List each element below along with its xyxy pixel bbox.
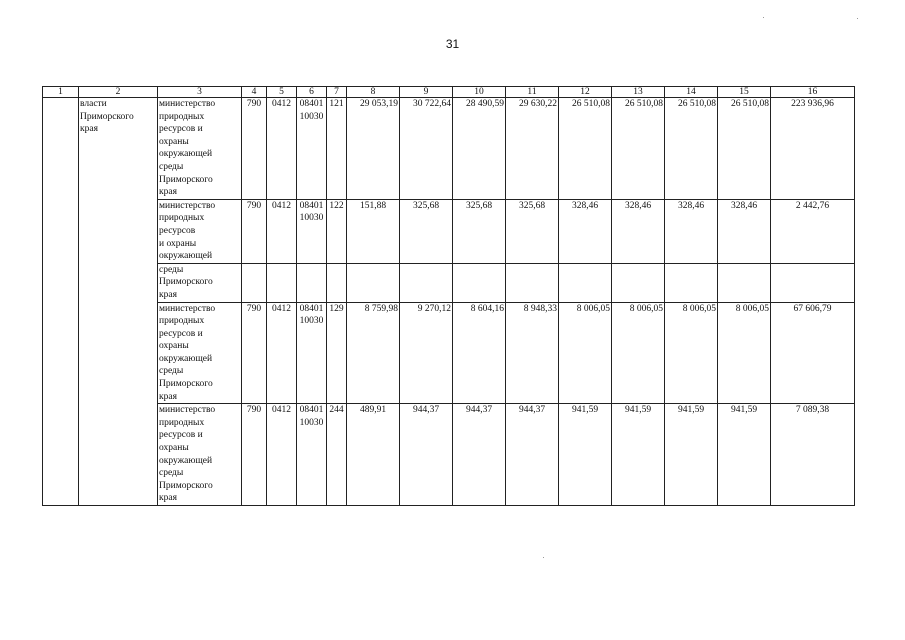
target-code-cell: 08401 10030 <box>297 404 327 506</box>
budget-table <box>42 86 855 506</box>
target-code-cell: 08401 10030 <box>297 98 327 200</box>
target-code-cell: 08401 10030 <box>297 199 327 263</box>
organization-cell: министерство природных ресурсов и охраны окружающей среды Приморского края <box>158 98 242 200</box>
ministry-code-cell: 790 <box>242 199 267 263</box>
column-number-header: 3 <box>158 87 242 98</box>
value-cell: 8 948,33 <box>506 302 559 404</box>
organization-cell: министерство природных ресурсов и охраны окружающей <box>158 199 242 263</box>
section-code-cell: 0412 <box>267 199 297 263</box>
value-cell: 8 006,05 <box>612 302 665 404</box>
column-number-header: 14 <box>665 87 718 98</box>
table-row <box>43 263 855 302</box>
column-number-header: 12 <box>559 87 612 98</box>
empty-cell <box>453 263 506 302</box>
column-number-header: 16 <box>771 87 855 98</box>
page-number: 31 <box>445 37 460 51</box>
column-number-header: 10 <box>453 87 506 98</box>
empty-cell <box>400 263 453 302</box>
ministry-code-cell: 790 <box>242 404 267 506</box>
total-cell: 2 442,76 <box>771 199 855 263</box>
expense-type-cell: 129 <box>327 302 347 404</box>
value-cell: 8 604,16 <box>453 302 506 404</box>
total-cell: 67 606,79 <box>771 302 855 404</box>
table-row <box>43 404 855 506</box>
column-number-header: 9 <box>400 87 453 98</box>
empty-cell <box>771 263 855 302</box>
column-number-header: 5 <box>267 87 297 98</box>
value-cell: 29 053,19 <box>347 98 400 200</box>
value-cell: 8 759,98 <box>347 302 400 404</box>
scan-speck <box>763 17 764 18</box>
section-code-cell: 0412 <box>267 404 297 506</box>
value-cell: 325,68 <box>506 199 559 263</box>
value-cell: 941,59 <box>559 404 612 506</box>
value-cell: 328,46 <box>718 199 771 263</box>
section-code-cell: 0412 <box>267 98 297 200</box>
target-code-cell: 08401 10030 <box>297 302 327 404</box>
organization-cell: министерство природных ресурсов и охраны окружающей среды Приморского края <box>158 302 242 404</box>
value-cell: 328,46 <box>612 199 665 263</box>
column-number-header: 11 <box>506 87 559 98</box>
value-cell: 8 006,05 <box>559 302 612 404</box>
value-cell: 28 490,59 <box>453 98 506 200</box>
expense-type-cell: 122 <box>327 199 347 263</box>
empty-cell <box>242 263 267 302</box>
column-number-header: 15 <box>718 87 771 98</box>
value-cell: 26 510,08 <box>665 98 718 200</box>
authority-cell: власти Приморского края <box>79 98 158 506</box>
value-cell: 489,91 <box>347 404 400 506</box>
column-number-header: 7 <box>327 87 347 98</box>
value-cell: 9 270,12 <box>400 302 453 404</box>
value-cell: 26 510,08 <box>559 98 612 200</box>
scan-speck <box>857 18 858 19</box>
column-number-header: 4 <box>242 87 267 98</box>
table-row <box>43 199 855 263</box>
empty-cell <box>347 263 400 302</box>
empty-cell <box>718 263 771 302</box>
ministry-code-cell: 790 <box>242 302 267 404</box>
total-cell: 223 936,96 <box>771 98 855 200</box>
value-cell: 325,68 <box>400 199 453 263</box>
table-row <box>43 98 855 200</box>
column-number-header: 2 <box>79 87 158 98</box>
column-number-header: 8 <box>347 87 400 98</box>
table-row <box>43 302 855 404</box>
value-cell: 151,88 <box>347 199 400 263</box>
column-number-header: 13 <box>612 87 665 98</box>
column-number-header: 6 <box>297 87 327 98</box>
value-cell: 944,37 <box>453 404 506 506</box>
value-cell: 26 510,08 <box>612 98 665 200</box>
value-cell: 8 006,05 <box>718 302 771 404</box>
ministry-code-cell: 790 <box>242 98 267 200</box>
value-cell: 29 630,22 <box>506 98 559 200</box>
value-cell: 944,37 <box>506 404 559 506</box>
value-cell: 941,59 <box>612 404 665 506</box>
value-cell: 328,46 <box>559 199 612 263</box>
empty-cell <box>327 263 347 302</box>
header-row <box>43 87 855 98</box>
organization-cell: министерство природных ресурсов и охраны окружающей среды Приморского края <box>158 404 242 506</box>
scan-speck <box>543 557 544 558</box>
cell-col1 <box>43 98 79 506</box>
empty-cell <box>297 263 327 302</box>
empty-cell <box>665 263 718 302</box>
organization-cell: среды Приморского края <box>158 263 242 302</box>
value-cell: 944,37 <box>400 404 453 506</box>
empty-cell <box>559 263 612 302</box>
column-number-header: 1 <box>43 87 79 98</box>
value-cell: 325,68 <box>453 199 506 263</box>
empty-cell <box>506 263 559 302</box>
value-cell: 26 510,08 <box>718 98 771 200</box>
empty-cell <box>612 263 665 302</box>
value-cell: 8 006,05 <box>665 302 718 404</box>
empty-cell <box>267 263 297 302</box>
value-cell: 328,46 <box>665 199 718 263</box>
value-cell: 30 722,64 <box>400 98 453 200</box>
total-cell: 7 089,38 <box>771 404 855 506</box>
expense-type-cell: 244 <box>327 404 347 506</box>
section-code-cell: 0412 <box>267 302 297 404</box>
value-cell: 941,59 <box>665 404 718 506</box>
value-cell: 941,59 <box>718 404 771 506</box>
expense-type-cell: 121 <box>327 98 347 200</box>
